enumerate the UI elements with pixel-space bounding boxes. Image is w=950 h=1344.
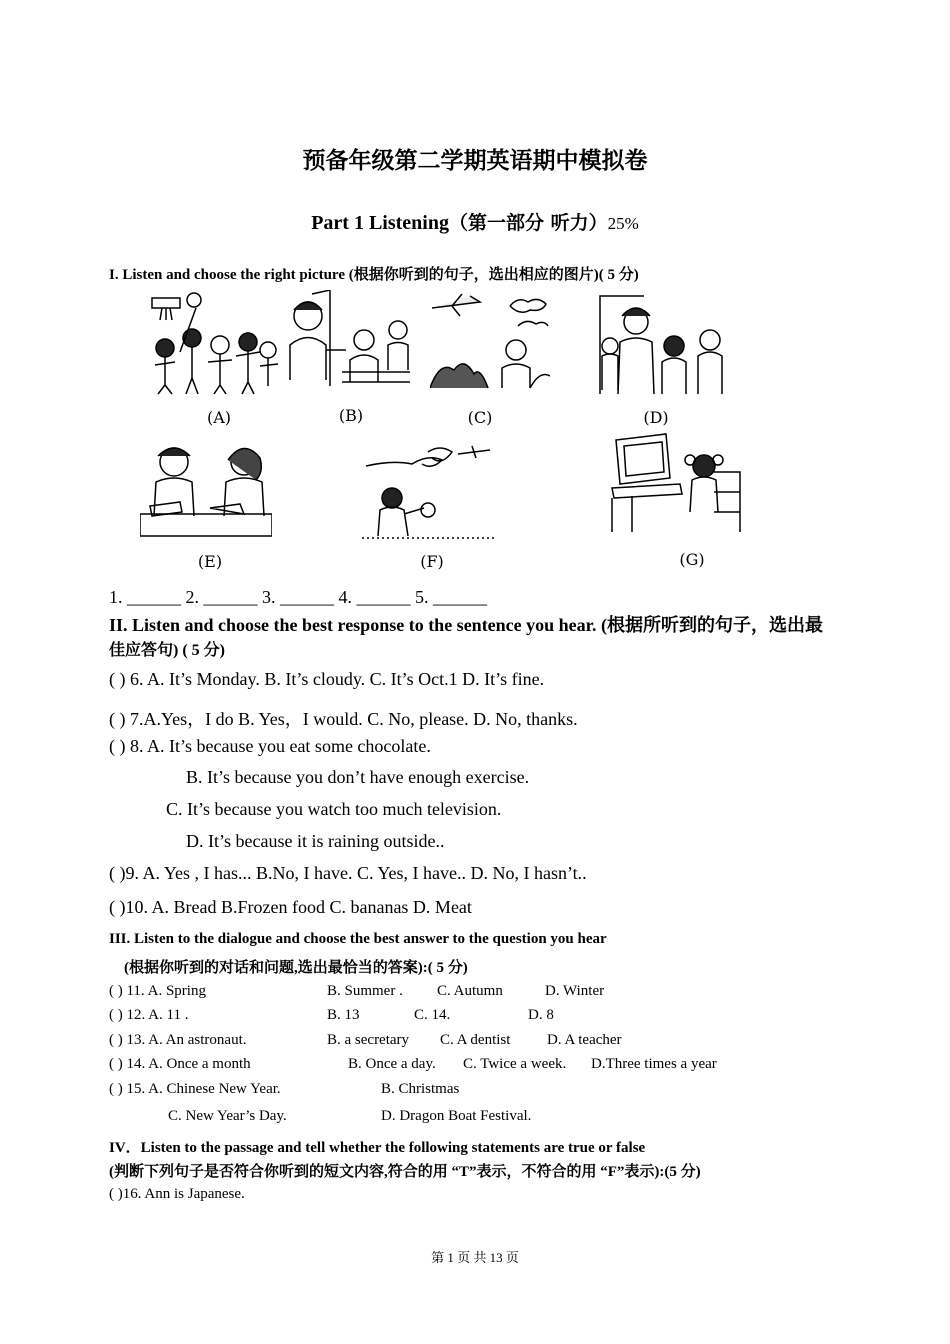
page-footer: 第 1 页 共 13 页: [431, 1250, 519, 1265]
section4-heading-line1: IV．Listen to the passage and tell whether the following statements are true or false: [109, 1140, 646, 1156]
section3-heading-line1: III. Listen to the dialogue and choose the best answer to the question you hear: [109, 931, 607, 947]
picture-c-plane-sky: [430, 290, 550, 390]
picture-d-teacher-students: [598, 290, 734, 395]
caption-d: (D): [643, 408, 669, 427]
section3-heading-line2: (根据你听到的对话和问题,选出最恰当的答案):( 5 分): [124, 960, 468, 976]
section2-heading-line1: II. Listen and choose the best response to the sentence you hear. (根据所听到的句子，选出最: [109, 615, 824, 635]
question-10: ( )10. A. Bread B.Frozen food C. bananas D. Meat: [109, 897, 472, 917]
section1-answer-blanks: 1. ______ 2. ______ 3. ______ 4. ______ 5. ______: [109, 587, 487, 607]
caption-c: (C): [467, 408, 493, 427]
question-8-option-c: C. It’s because you watch too much television.: [166, 799, 502, 819]
section2-heading-line2: 佳应答句) ( 5 分): [109, 642, 225, 659]
question-7: ( ) 7.A.Yes，I do B. Yes，I would. C. No, please. D. No, thanks.: [109, 709, 578, 729]
part1-cn: （第一部分 听力）: [448, 212, 608, 234]
question-6: ( ) 6. A. It’s Monday. B. It’s cloudy. C. It’s Oct.1 D. It’s fine.: [109, 669, 545, 689]
caption-a: (A): [206, 408, 232, 427]
question-9: ( )9. A. Yes , I has... B.No, I have. C. Yes, I have.. D. No, I hasn’t..: [109, 863, 587, 883]
caption-f: (F): [420, 552, 444, 571]
picture-b-teacher-pointing: [280, 290, 412, 390]
caption-e: (E): [197, 552, 223, 571]
question-8-option-d: D. It’s because it is raining outside..: [186, 831, 445, 851]
question-8-option-b: B. It’s because you don’t have enough exercise.: [186, 767, 530, 787]
picture-e-two-women-table: [140, 436, 272, 540]
question-8-option-a: ( ) 8. A. It’s because you eat some chocolate.: [109, 736, 431, 756]
question-16: ( )16. Ann is Japanese.: [109, 1186, 245, 1202]
section1-heading: I. Listen and choose the right picture (根据你听到的句子，选出相应的图片)( 5 分): [109, 267, 639, 283]
caption-b: (B): [338, 406, 364, 425]
part1-percent: 25%: [607, 214, 639, 233]
part1-prefix: Part 1 Listening: [311, 212, 449, 234]
page-title: 预备年级第二学期英语期中模拟卷: [302, 147, 648, 174]
part1-heading: [0, 208, 950, 235]
picture-g-girl-computer: [610, 432, 742, 536]
picture-f-boy-kite-plane: [362, 440, 496, 540]
picture-a-basketball-kids: [140, 290, 280, 395]
caption-g: (G): [679, 550, 705, 569]
section4-heading-line2: (判断下列句子是否符合你听到的短文内容,符合的用 “T”表示，不符合的用 “F”表示):(5 分): [109, 1164, 701, 1180]
